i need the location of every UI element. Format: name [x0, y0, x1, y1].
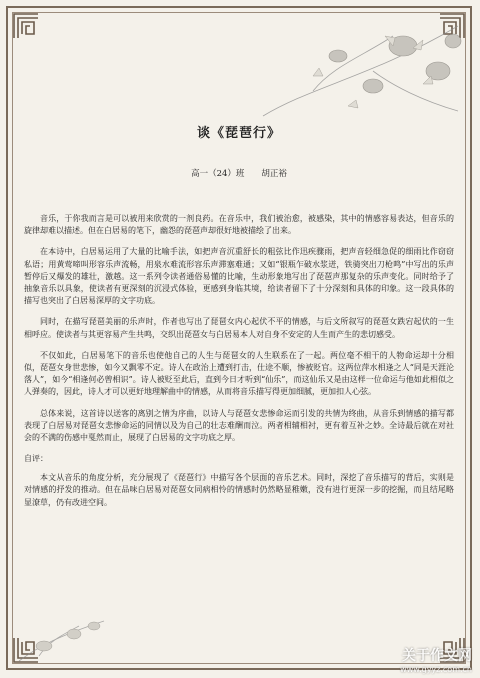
document-title: 谈《琵琶行》: [196, 126, 281, 141]
site-watermark: [400, 645, 472, 674]
watermark-name: 关于作文网: [402, 648, 472, 664]
paragraph: 总体来说，这首诗以送客的离别之情为序曲，以诗人与琵琶女悲惨命运而引发的共情为终曲，从音乐到情感的描写都表现了白居易对琵琶女悲惨命运的同情以及为自己的壮志难酬而泣。两者相辅相衬，更有着互补之妙。全诗最后就在对社会的不满的伤感中戛然而止，展现了白居易的文字功底之厚。: [24, 408, 454, 443]
paragraph: 同时，在描写琵琶美丽的乐声时，作者也写出了琵琶女内心起伏不平的情感，与后文所叙写的琵琶女跌宕起伏的一生相呼应。使读者与其更容易产生共鸣，交织出琵琶女与白居易本人对自身不安定的人生而产生的悲切感受。: [24, 317, 454, 339]
paragraph: 音乐，于你我而言是可以被用来欣赏的一剂良药。在音乐中，我们被治愈，被感染，其中的情感容易表达，但音乐的旋律却难以描述。但在白居易的笔下，幽怨的琵琶声却很好地被描绘了出来。: [24, 214, 454, 236]
paragraph: 不仅如此，白居易笔下的音乐也使他自己的人生与琵琶女的人生联系在了一起。两位毫不相干的人物命运却十分相似，琵琶女身世悲惨，如今又飘零不定。诗人在政治上遭到打击，仕途不顺，惨被贬官。这两位萍水相逢之人“同是天涯沦落人”，如今“相逢何必曾相识”。诗人被贬至此后，直到今日才听到“仙乐”，而这仙乐又是由这样一位命运与他如此相似之人弹奏的，因此，诗人才可以更好地理解曲中的情感，从而将音乐描写得更加细腻，更加扣人心弦。: [24, 350, 454, 397]
author-line: 高一（24）班 胡正裕: [191, 169, 287, 179]
watermark-url: www.gyyz.com.cn: [400, 665, 472, 674]
document-body: [24, 122, 454, 518]
paragraph: 在本诗中，白居易运用了大量的比喻手法，如把声音沉重舒长的粗弦比作迅疾骤雨，把声音轻细急促的细雨比作窃窃私语；用黄莺啼叫形容乐声流畅，用泉水难流形容乐声滞塞难通；又如“银瓶乍破水浆迸，铁骑突出刀枪鸣”中写出的乐声暂停后又爆发的雄壮，激越。这一系列令读者通俗易懂的比喻，生动形象地写出了琵琶声那复杂的乐声变化。同时给予了抽象音乐以具象，使读者有更深刻的沉浸式体验，更感到身临其境，给读者留下了十分深刻和具体的印象。这一段具体的描写也突出了白居易深厚的文字功底。: [24, 247, 454, 306]
floral-decoration-bottom-icon: [14, 616, 109, 664]
floral-decoration-icon: [253, 16, 468, 126]
self-comment: 本文从音乐的角度分析，充分展现了《琵琶行》中描写各个层面的音乐艺术。同时，深挖了音乐描写的背后，实则是对情感的抒发的推动。但在品味白居易对琵琶女同病相怜的情感时仍然略显稚嫩，没有进行更深一步的挖掘，而且结尾略显潦草，仍有改进空间。: [24, 473, 454, 507]
self-comment-label: 自评：: [24, 454, 48, 464]
